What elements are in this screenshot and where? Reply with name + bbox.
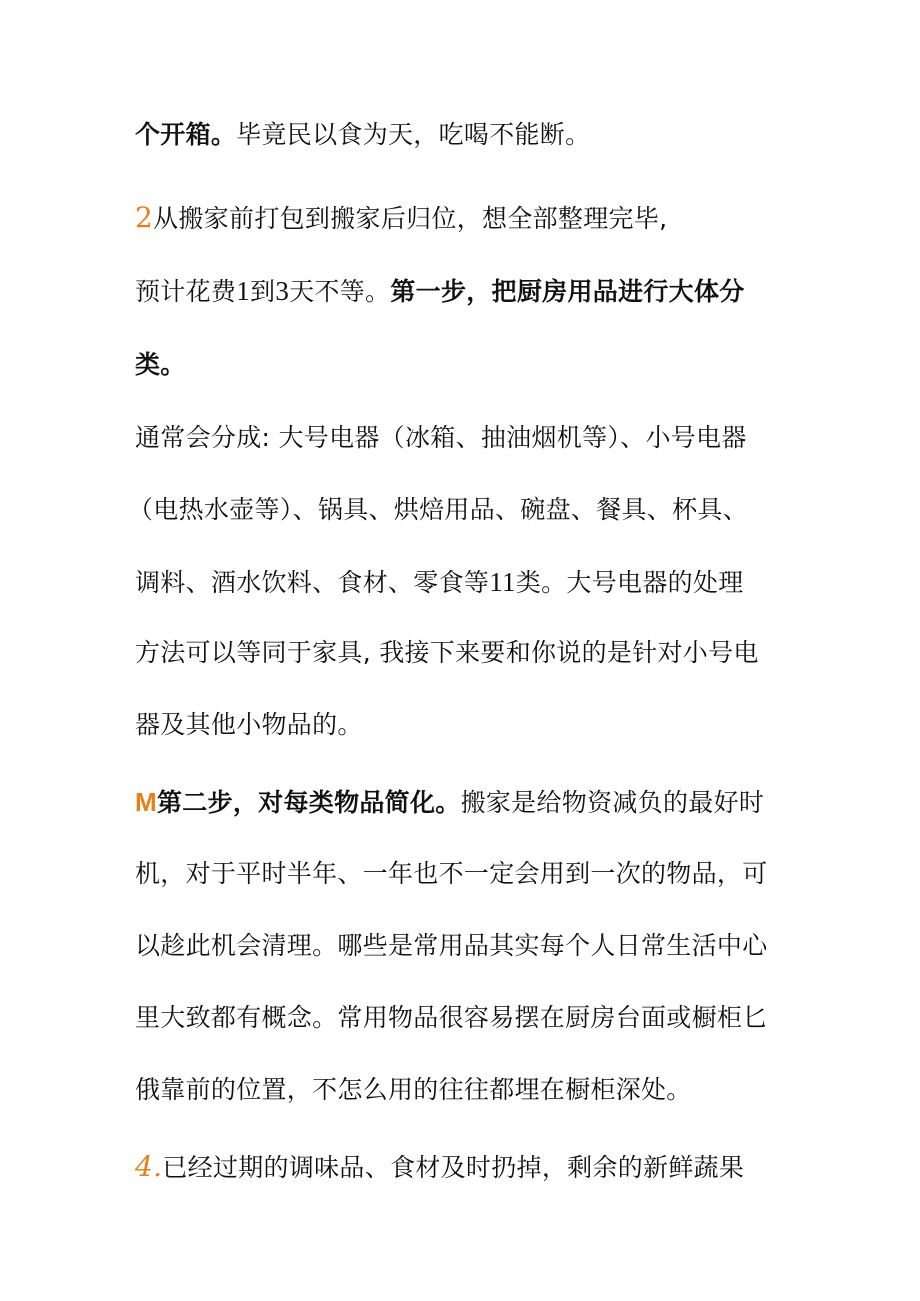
bold-text: 类。 [135,350,186,379]
text-line-11 [135,857,795,891]
body-text: 毕竟民以食为天，吃喝不能断。 [236,120,591,149]
text-line-7 [135,565,795,600]
number-text: 3 [275,276,290,306]
text-line-13 [135,1001,795,1035]
number-text: 11 [489,567,516,597]
body-text: 里大致都有概念。常用物品很容易摆在厨房台面或橱柜匕 [135,1003,768,1032]
text-line-15 [135,1150,795,1185]
text-line-12 [135,929,795,963]
body-text: 器及其他小物品的。 [135,710,363,739]
list-number: 4. [135,1150,163,1183]
bold-text: 个开箱。 [135,120,237,149]
text-line-1 [135,118,795,152]
text-line-6 [128,493,788,527]
body-text: 已经过期的调味品、食材及时扔掉，剩余的新鲜蔬果 [162,1153,745,1182]
body-text: 从搬家前打包到搬家后归位，想全部整理完毕, [153,204,668,233]
body-text: 调料、酒水饮料、食材、零食等 [135,568,490,597]
bold-text: 第一步，把厨房用品进行大体分 [390,277,745,306]
body-text: 到 [250,277,276,306]
body-text: 预计花费 [135,277,237,306]
text-line-10 [135,785,795,820]
text-line-2 [135,201,795,236]
body-text: 搬家是给物资减负的最好时 [460,788,765,817]
text-line-4 [135,348,795,382]
body-text: 俄靠前的位置，不怎么用的往往都埋在橱柜深处。 [135,1075,692,1104]
list-number: 2 [135,201,154,234]
text-line-14 [135,1073,795,1107]
text-line-3 [135,274,795,309]
body-text: （电热水壶等）、锅具、烘焙用品、碗盘、餐具、杯具、 [128,495,749,524]
body-text: 以趁此机会清理。哪些是常用品其实每个人日常生活中心 [135,931,768,960]
body-text: 天不等。 [289,277,391,306]
text-line-9 [135,708,795,742]
body-text: 类。大号电器的处理 [515,568,744,597]
body-text: 机，对于平时半年、一年也不一定会用到一次的物品，可 [135,859,768,888]
text-line-5 [135,421,795,455]
number-text: 1 [236,276,251,306]
bold-text: 第二步，对每类物品简化。 [156,788,461,817]
body-text: 通常会分成: 大号电器（冰箱、抽油烟机等）、小号电器 [135,423,747,452]
text-line-8 [135,636,795,670]
list-number: M [135,787,157,817]
body-text: 方法可以等同于家具, 我接下来要和你说的是针对小号电 [135,638,759,667]
